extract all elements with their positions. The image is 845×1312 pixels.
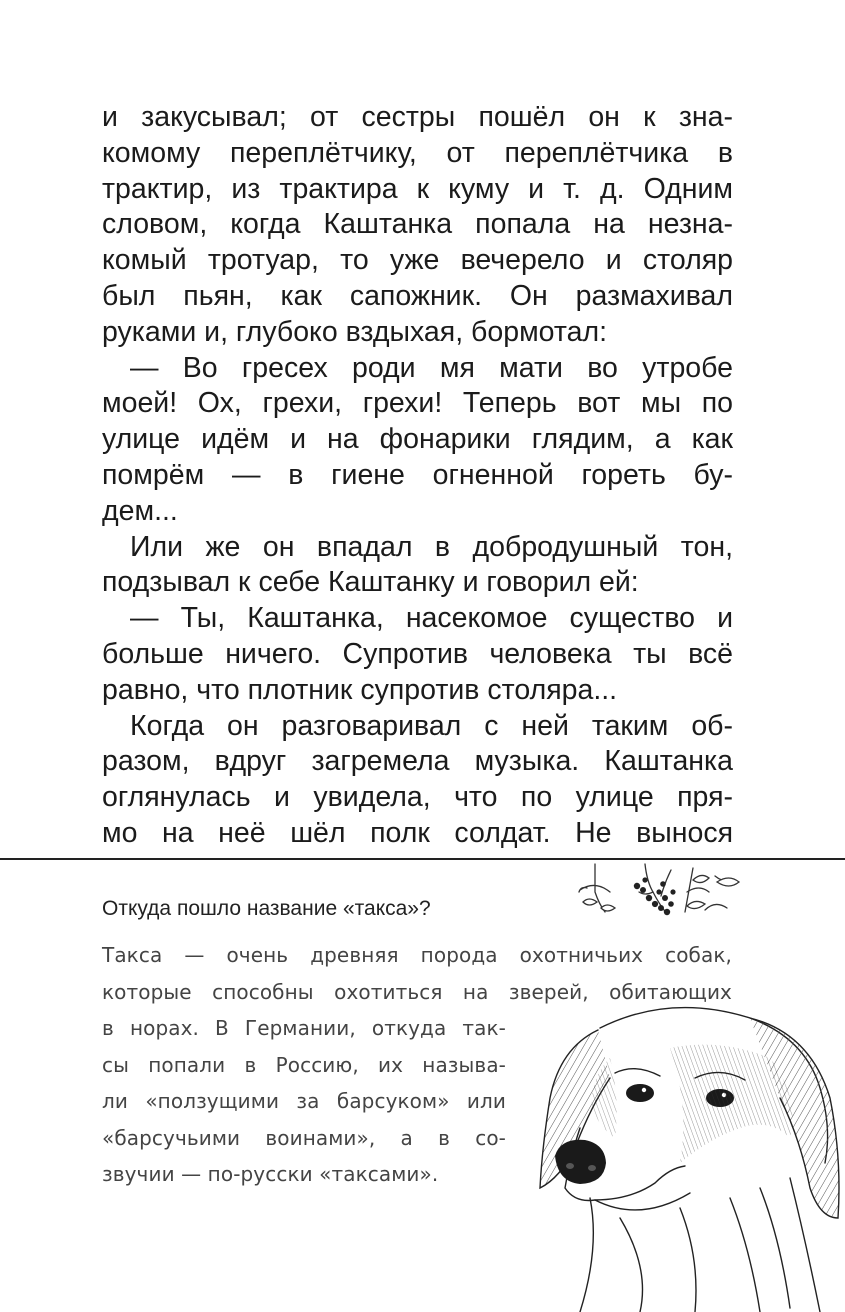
sidebar-line: «барсучьими воинами», а в со-: [102, 1125, 506, 1150]
story-line: моей! Ох, грехи, грехи! Теперь вот мы по: [102, 387, 733, 420]
plant-branch-icon: [575, 862, 743, 922]
story-line: комый тротуар, то уже вечерело и столяр: [102, 244, 733, 277]
sidebar-line: в норах. В Германии, откуда так-: [102, 1016, 506, 1040]
story-line: дем...: [102, 494, 178, 527]
story-line: комому переплётчику, от переплётчика в: [102, 136, 733, 169]
story-line: Или же он впадал в добродушный тон,: [130, 530, 733, 563]
story-line: мо на неё шёл полк солдат. Не вынося: [102, 816, 733, 849]
story-line: разом, вдруг загремела музыка. Каштанка: [102, 745, 733, 778]
story-line: подзывал к себе Каштанку и говорил ей:: [102, 566, 639, 599]
story-line: — Ты, Каштанка, насекомое существо и: [130, 602, 733, 635]
story-line: равно, что плотник супротив столяра...: [102, 673, 618, 706]
story-line: улице идём и на фонарики глядим, а как: [102, 423, 733, 456]
story-line: трактир, из трактира к куму и т. д. Одним: [102, 172, 733, 205]
story-line: помрём — в гиене огненной гореть бу-: [102, 458, 733, 491]
sidebar-line: звучии — по-русски «таксами».: [102, 1162, 439, 1186]
story-line: и закусывал; от сестры пошёл он к зна-: [102, 101, 733, 133]
sidebar-title: Откуда пошло название «такса»?: [102, 897, 431, 920]
story-line: оглянулась и увидела, что по улице пря-: [102, 781, 733, 814]
story-line: Когда он разговаривал с ней таким об-: [130, 709, 733, 742]
sidebar-line: сы попали в Россию, их называ-: [102, 1052, 506, 1077]
sidebar-line: ли «ползущими за барсуком» или: [102, 1089, 506, 1113]
story-line: — Во гресех роди мя мати во утробе: [130, 351, 733, 384]
story-line: руками и, глубоко вздыхая, бормотал:: [102, 315, 608, 348]
story-line: словом, когда Каштанка попала на незна-: [102, 208, 733, 241]
story-line: был пьян, как сапожник. Он размахивал: [102, 279, 733, 312]
sidebar-line: которые способны охотиться на зверей, обитающих: [102, 979, 732, 1004]
dachshund-head-icon: [520, 988, 845, 1312]
story-line: больше ничего. Супротив человека ты всё: [102, 637, 733, 670]
section-divider: [0, 858, 845, 860]
sidebar-line: Такса — очень древняя порода охотничьих собак,: [102, 943, 732, 967]
story-text: [102, 100, 733, 852]
